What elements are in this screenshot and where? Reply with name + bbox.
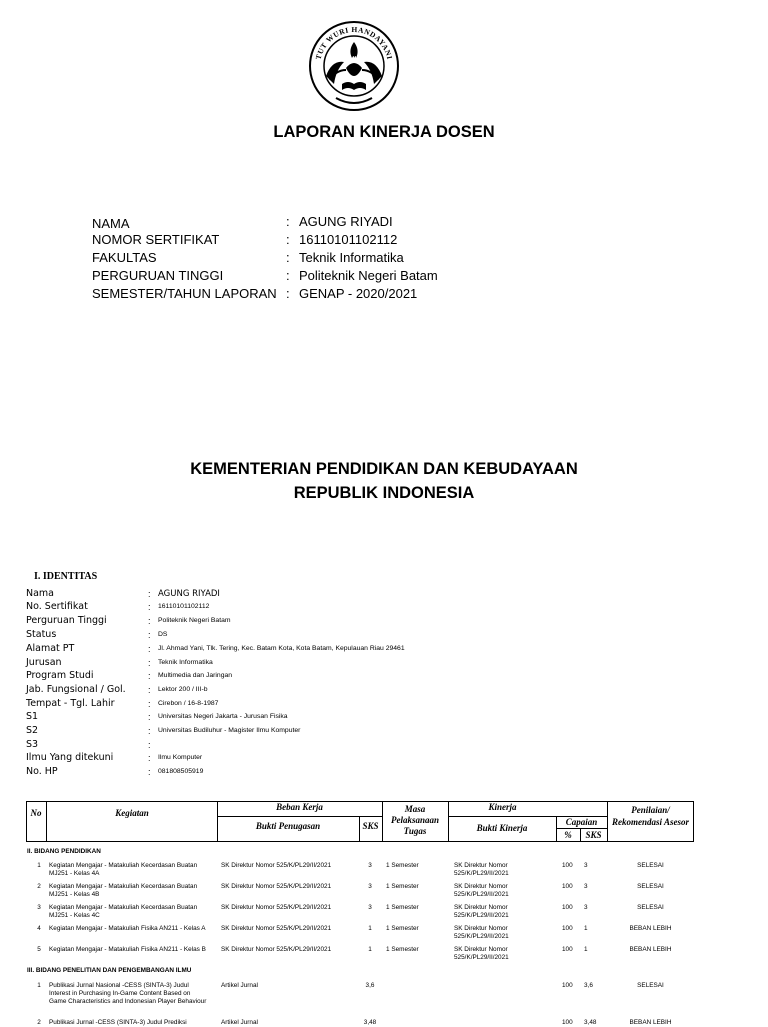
- row-capaian-sks: 3,6: [584, 982, 593, 989]
- row-kegiatan: Publikasi Jurnal -CESS (SINTA-3) Judul Prediksi: [49, 1019, 187, 1026]
- row-bukti-penugasan: SK Direktur Nomor 525/K/PL29/II/2021: [221, 946, 332, 953]
- identitas-value: AGUNG RIYADI: [158, 589, 220, 599]
- row-capaian-sks: 1: [584, 925, 588, 932]
- row-no: 3: [37, 904, 41, 911]
- row-capaian-sks: 3: [584, 904, 588, 911]
- row-masa: 1 Semester: [386, 925, 419, 932]
- row-kegiatan: Kegiatan Mengajar - Matakuliah Fisika AN211 - Kelas A: [49, 925, 206, 932]
- identitas-label: Alamat PT: [26, 643, 75, 654]
- cover-label: NOMOR SERTIFIKAT: [92, 232, 220, 247]
- row-penilaian: BEBAN LEBIH: [629, 1019, 672, 1026]
- row-capaian-sks: 1: [584, 946, 588, 953]
- cover-colon: :: [286, 232, 290, 247]
- identitas-value: 081808505919: [158, 768, 204, 775]
- identitas-label: Jab. Fungsional / Gol.: [26, 684, 126, 695]
- identitas-colon: :: [148, 740, 151, 750]
- identitas-colon: :: [148, 616, 151, 626]
- row-penilaian: SELESAI: [637, 883, 664, 890]
- identitas-colon: :: [148, 712, 151, 722]
- row-capaian-sks: 3,48: [584, 1019, 597, 1026]
- cover-value: GENAP - 2020/2021: [299, 286, 418, 301]
- row-bukti-kinerja: SK Direktur Nomor 525/K/PL29/II/2021: [454, 925, 509, 940]
- row-bukti-kinerja: SK Direktur Nomor 525/K/PL29/II/2021: [454, 904, 509, 919]
- th-beban-kerja: Beban Kerja: [276, 802, 323, 812]
- identitas-label: Status: [26, 629, 57, 640]
- row-kegiatan: Kegiatan Mengajar - Matakuliah Kecerdasan Buatan MJ251 - Kelas 4C: [49, 904, 198, 919]
- row-capaian-sks: 3: [584, 883, 588, 890]
- row-capaian-persen: 100: [562, 925, 573, 932]
- row-bukti-penugasan: Artikel Jurnal: [221, 1019, 258, 1026]
- section-penelitian: III. BIDANG PENELITIAN DAN PENGEMBANGAN ILMU: [27, 967, 192, 974]
- cover-label: FAKULTAS: [92, 250, 157, 265]
- cover-value: AGUNG RIYADI: [299, 214, 393, 229]
- identitas-colon: :: [148, 767, 151, 777]
- cover-colon: :: [286, 250, 290, 265]
- th-capaian: Capaian: [565, 817, 598, 827]
- row-bukti-kinerja: SK Direktur Nomor 525/K/PL29/II/2021: [454, 862, 509, 877]
- identitas-value: Ilmu Komputer: [158, 754, 203, 761]
- identitas-label: S3: [26, 739, 39, 750]
- identitas-label: No. HP: [26, 766, 58, 777]
- cover-colon: :: [286, 286, 290, 301]
- cover-label: SEMESTER/TAHUN LAPORAN: [92, 286, 277, 301]
- identitas-label: Tempat - Tgl. Lahir: [26, 698, 115, 709]
- identitas-title: I. IDENTITAS: [34, 571, 98, 582]
- identitas-value: Jl. Ahmad Yani, Tlk. Tering, Kec. Batam Kota, Kota Batam, Kepulauan Riau 29461: [158, 645, 405, 652]
- identitas-label: Jurusan: [26, 657, 62, 668]
- identitas-colon: :: [148, 685, 151, 695]
- identitas-value: Politeknik Negeri Batam: [158, 617, 231, 624]
- row-kegiatan: Kegiatan Mengajar - Matakuliah Fisika AN211 - Kelas B: [49, 946, 206, 953]
- identitas-colon: :: [148, 699, 151, 709]
- row-masa: 1 Semester: [386, 946, 419, 953]
- cover-label: PERGURUAN TINGGI: [92, 268, 224, 283]
- row-sks: 1: [368, 925, 372, 932]
- th-persen: %: [564, 830, 572, 840]
- identitas-colon: :: [148, 644, 151, 654]
- row-masa: 1 Semester: [386, 904, 419, 911]
- row-capaian-persen: 100: [562, 946, 573, 953]
- row-bukti-penugasan: SK Direktur Nomor 525/K/PL29/II/2021: [221, 904, 332, 911]
- th-penilaian: Penilaian/ Rekomendasi Asesor: [612, 805, 689, 827]
- th-no: No: [30, 808, 42, 818]
- row-sks: 3: [368, 862, 372, 869]
- identitas-value: Lektor 200 / III-b: [158, 686, 208, 693]
- row-bukti-kinerja: SK Direktur Nomor 525/K/PL29/II/2021: [454, 883, 509, 898]
- row-no: 2: [37, 1019, 41, 1026]
- row-bukti-penugasan: Artikel Jurnal: [221, 982, 258, 989]
- identitas-label: Nama: [26, 588, 55, 599]
- row-no: 1: [37, 982, 41, 989]
- identitas-colon: :: [148, 753, 151, 763]
- row-no: 5: [37, 946, 41, 953]
- row-penilaian: BEBAN LEBIH: [629, 925, 672, 932]
- identitas-value: 16110101102112: [158, 603, 210, 610]
- row-kegiatan: Publikasi Jurnal Nasional -CESS (SINTA-3) Judul Interest in Purchasing In-Game Content Based on Game Characteristics and Indonesian Player Behaviour: [49, 982, 207, 1005]
- row-bukti-penugasan: SK Direktur Nomor 525/K/PL29/II/2021: [221, 925, 332, 932]
- row-bukti-penugasan: SK Direktur Nomor 525/K/PL29/II/2021: [221, 883, 332, 890]
- cover-value: Politeknik Negeri Batam: [299, 268, 438, 283]
- cover-value: 16110101102112: [299, 232, 398, 247]
- row-capaian-persen: 100: [562, 862, 573, 869]
- ministry-line-1: KEMENTERIAN PENDIDIKAN DAN KEBUDAYAAN: [190, 460, 578, 478]
- th-sks: SKS: [362, 821, 379, 831]
- identitas-value: Multimedia dan Jaringan: [158, 672, 233, 679]
- row-penilaian: SELESAI: [637, 982, 664, 989]
- identitas-value: Universitas Negeri Jakarta - Jurusan Fisika: [158, 713, 288, 720]
- row-capaian-sks: 3: [584, 862, 588, 869]
- row-penilaian: SELESAI: [637, 862, 664, 869]
- th-kinerja: Kinerja: [488, 802, 517, 812]
- th-masa: Masa Pelaksanaan Tugas: [390, 804, 439, 836]
- row-penilaian: BEBAN LEBIH: [629, 946, 672, 953]
- identitas-value: Cirebon / 16-8-1987: [158, 700, 219, 707]
- svg-text:TUT WURI HANDAYANI: TUT WURI HANDAYANI: [313, 24, 395, 61]
- cover-colon: :: [286, 268, 290, 283]
- cover-label: NAMA: [92, 216, 130, 231]
- row-penilaian: SELESAI: [637, 904, 664, 911]
- section-pendidikan: II. BIDANG PENDIDIKAN: [27, 848, 101, 855]
- identitas-value: Teknik Informatika: [158, 659, 213, 666]
- identitas-label: Ilmu Yang ditekuni: [26, 752, 114, 763]
- row-capaian-persen: 100: [562, 883, 573, 890]
- th-kegiatan: Kegiatan: [115, 808, 149, 818]
- row-bukti-penugasan: SK Direktur Nomor 525/K/PL29/II/2021: [221, 862, 332, 869]
- row-masa: 1 Semester: [386, 862, 419, 869]
- report-title: LAPORAN KINERJA DOSEN: [273, 123, 495, 141]
- th-bukti-penugasan: Bukti Penugasan: [255, 821, 321, 831]
- row-no: 1: [37, 862, 41, 869]
- identitas-colon: :: [148, 589, 151, 599]
- row-sks: 3: [368, 883, 372, 890]
- row-sks: 3,48: [363, 1019, 377, 1026]
- identitas-colon: :: [148, 658, 151, 668]
- row-no: 4: [37, 925, 41, 932]
- row-kegiatan: Kegiatan Mengajar - Matakuliah Kecerdasan Buatan MJ251 - Kelas 4B: [49, 883, 198, 898]
- row-capaian-persen: 100: [562, 904, 573, 911]
- row-kegiatan: Kegiatan Mengajar - Matakuliah Kecerdasan Buatan MJ251 - Kelas 4A: [49, 862, 198, 877]
- row-sks: 1: [368, 946, 372, 953]
- identitas-label: S2: [26, 725, 39, 736]
- identitas-value: Universitas Budiluhur - Magister Ilmu Komputer: [158, 727, 301, 734]
- identitas-colon: :: [148, 602, 151, 612]
- identitas-colon: :: [148, 630, 151, 640]
- identitas-colon: :: [148, 671, 151, 681]
- row-sks: 3: [368, 904, 372, 911]
- row-no: 2: [37, 883, 41, 890]
- cover-colon: :: [286, 214, 290, 229]
- identitas-label: Perguruan Tinggi: [26, 615, 107, 626]
- row-masa: 1 Semester: [386, 883, 419, 890]
- identitas-colon: :: [148, 726, 151, 736]
- ministry-line-2: REPUBLIK INDONESIA: [293, 484, 475, 502]
- identitas-label: S1: [26, 711, 39, 722]
- cover-value: Teknik Informatika: [299, 250, 404, 265]
- row-sks: 3,6: [365, 982, 375, 989]
- row-capaian-persen: 100: [562, 1019, 573, 1026]
- identitas-label: No. Sertifikat: [26, 601, 88, 612]
- row-capaian-persen: 100: [562, 982, 573, 989]
- th-sks-capaian: SKS: [585, 830, 602, 840]
- th-bukti-kinerja: Bukti Kinerja: [476, 823, 528, 833]
- row-bukti-kinerja: SK Direktur Nomor 525/K/PL29/II/2021: [454, 946, 509, 961]
- identitas-value: DS: [158, 631, 168, 638]
- identitas-label: Program Studi: [26, 670, 94, 681]
